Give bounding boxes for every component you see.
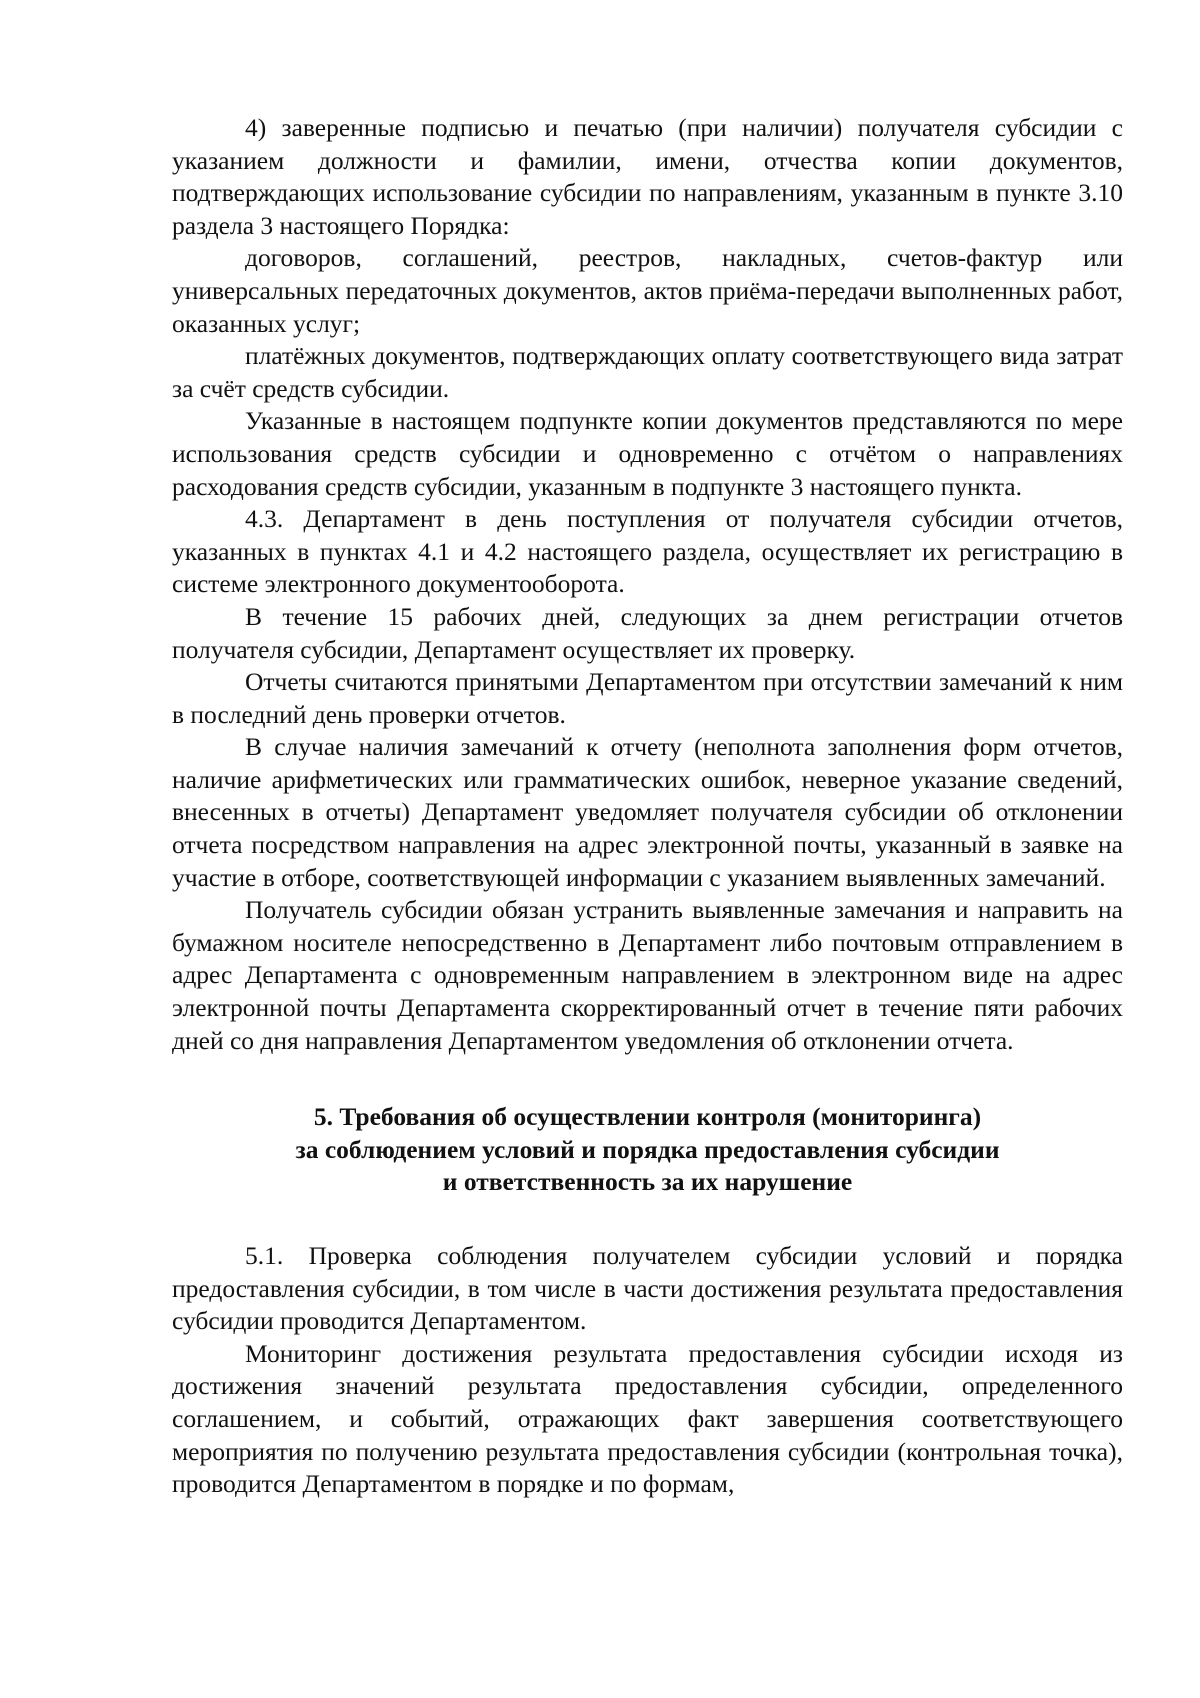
paragraph-4-3-registration: 4.3. Департамент в день поступления от получателя субсидии отчетов, указанных в пунктах 4.1 и 4.2 настоящего раздела, осуществляет их регистрацию в системе электронного документооборота.: [172, 504, 1123, 599]
paragraph-payment-documents: платёжных документов, подтверждающих оплату соответствующего вида затрат за счёт средств субсидии.: [172, 341, 1123, 403]
paragraph-item-4: 4) заверенные подписью и печатью (при наличии) получателя субсидии с указанием должности и фамилии, имени, отчества копии документов, подтверждающих использование субсидии по направлениям, указанным в пункте 3.10 раздела 3 настоящего Порядка:: [172, 113, 1123, 240]
paragraph-remarks-correction: Получатель субсидии обязан устранить выявленные замечания и направить на бумажном носителе непосредственно в Департамент либо почтовым отправлением в адрес Департамента с одновременным направлением в электронном виде на адрес электронной почты Департамента скорректированный отчет в течение пяти рабочих дней со дня направления Департаментом уведомления об отклонении отчета.: [172, 895, 1123, 1055]
paragraph-5-1-inspection: 5.1. Проверка соблюдения получателем субсидии условий и порядка предоставления субсидии, в том числе в части достижения результата предоставления субсидии проводится Департаментом.: [172, 1241, 1123, 1336]
section-5-heading-line: 5. Требования об осуществлении контроля (мониторинга): [313, 1102, 982, 1132]
paragraph-reports-accepted: Отчеты считаются принятыми Департаментом при отсутствии замечаний к ним в последний день проверки отчетов.: [172, 667, 1123, 729]
paragraph-monitoring: Мониторинг достижения результата предоставления субсидии исходя из достижения значений результата предоставления субсидии, определенного соглашением, и событий, отражающих факт завершения соответствующего мероприятия по получению результата предоставления субсидии (контрольная точка), проводится Департаментом в порядке и по формам,: [172, 1338, 1123, 1499]
paragraph-contracts-list: договоров, соглашений, реестров, накладных, счетов-фактур или универсальных передаточных документов, актов приёма-передачи выполненных работ, оказанных услуг;: [172, 243, 1123, 338]
section-5-heading: [172, 1101, 1123, 1199]
paragraph-review-period: В течение 15 рабочих дней, следующих за днем регистрации отчетов получателя субсидии, Департамент осуществляет их проверку.: [172, 601, 1123, 664]
section-5-heading-line: и ответственность за их нарушение: [442, 1167, 853, 1197]
section-5-heading-line: за соблюдением условий и порядка предоставления субсидии: [295, 1134, 1000, 1164]
paragraph-copies-submission: Указанные в настоящем подпункте копии документов представляются по мере использования средств субсидии и одновременно с отчётом о направлениях расходования средств субсидии, указанным в подпункте 3 настоящего пункта.: [172, 406, 1123, 501]
paragraph-remarks-notice: В случае наличия замечаний к отчету (неполнота заполнения форм отчетов, наличие арифметических или грамматических ошибок, неверное указание сведений, внесенных в отчеты) Департамент уведомляет получателя субсидии об отклонении отчета посредством направления на адрес электронной почты, указанный в заявке на участие в отборе, соответствующей информации с указанием выявленных замечаний.: [172, 732, 1123, 892]
